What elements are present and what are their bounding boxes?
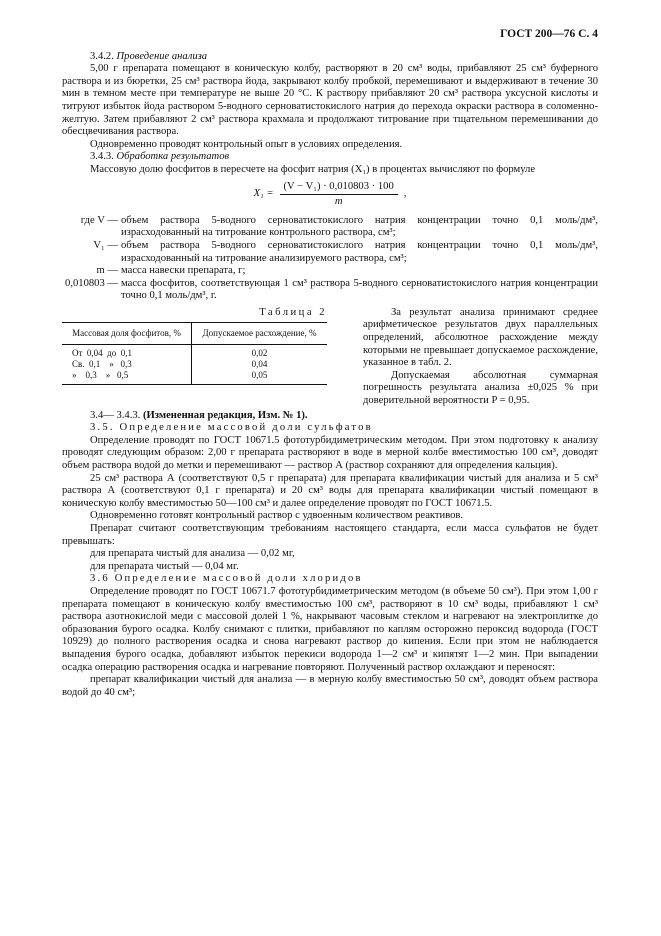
error-tolerance-text: Допускаемая абсолютная суммарная погрешность результата анализа ±0,025 % при доверительной вероятности P = 0,95. bbox=[363, 369, 598, 407]
table-row bbox=[62, 359, 327, 370]
table-header-phosphites: Массовая доля фосфитов, % bbox=[62, 323, 192, 345]
section-3-6-para: Определение проводят по ГОСТ 10671.7 фототурбидиметрическим методом (в объеме 50 см³). При этом 1,00 г препарата помещают в коническую колбу вместимостью 100 см³, растворяют в 10 см³ воды, прибавляют 1 см³ раствора азотнокислой меди с массовой долей 1 %, накрывают часовым стеклом и нагревают на электроплитке до образования бурого осадка. Колбу снимают с плитки, прибавляют по каплям осторожно пероксид водорода (ГОСТ 10929) до полного растворения осадка и снова нагревают раствор до кипения. Если при этом не наблюдается выпадения бурого осадка, добавляют избыток перекиси водорода 1—2 см³ и кипятят 1—2 мин. При выпадении осадка операцию растворения осадка и нагревание повторяют. Полученный раствор охлаждают и переносят: bbox=[62, 585, 598, 673]
table-cell: 0,02 bbox=[251, 348, 268, 359]
section-3-5-limit: для препарата чистый для анализа — 0,02 мг, bbox=[90, 548, 295, 560]
tolerance-table bbox=[62, 322, 327, 385]
section-3-6-heading: 3.6 Определение массовой доли хлоридов bbox=[90, 573, 363, 585]
page-header: ГОСТ 200—76 С. 4 bbox=[500, 28, 598, 40]
table-cell: От 0,04 до 0,1 bbox=[62, 345, 192, 360]
definition-desc: масса навески препарата, г; bbox=[121, 265, 246, 277]
definition-term: 0,010803 — bbox=[65, 277, 118, 289]
table-2-block bbox=[62, 307, 327, 408]
table-caption: Таблица 2 bbox=[259, 306, 327, 318]
amendment-note: 3.4— 3.4.3. (Измененная редакция, Изм. № 1). bbox=[90, 409, 308, 421]
definition-item bbox=[62, 278, 598, 303]
section-3-4-3-text: Массовую долю фосфитов в пересчете на фосфит натрия (X₁) в процентах вычисляют по формуле bbox=[90, 163, 536, 175]
definition-item bbox=[62, 240, 598, 265]
formula-fraction bbox=[280, 181, 398, 209]
table-row bbox=[62, 345, 327, 360]
table-cell: 0,05 bbox=[192, 370, 328, 385]
table-cell: Св. 0,1 » 0,3 bbox=[62, 359, 192, 370]
section-3-5-para: Определение проводят по ГОСТ 10671.5 фототурбидиметрическим методом. При этом подготовку к анализу проводят следующим образом: 2,00 г препарата растворяют в воде в мерной колбе вместимостью 100 см³, доводят объем раствора водой до метки и перемешивают — раствор А (раствор сохраняют для определения кальция). bbox=[62, 434, 598, 471]
definition-desc: масса фосфитов, соответствующая 1 см³ раствора 5-водного серноватистокислого натрия концентрации точно 0,1 моль/дм³, г. bbox=[121, 277, 598, 302]
formula-definitions bbox=[62, 215, 598, 303]
definition-term: V₁ — bbox=[93, 239, 118, 251]
phosphite-formula bbox=[62, 181, 598, 209]
definition-desc: объем раствора 5-водного серноватистокислого натрия концентрации точно 0,1 моль/дм³, израсходованный на титрование анализируемого раствора, см³; bbox=[121, 239, 598, 264]
section-3-4-3-heading: 3.4.3. Обработка результатов bbox=[90, 151, 230, 163]
section-3-5-para: Препарат считают соответствующим требованиям настоящего стандарта, если масса сульфатов не будет превышать: bbox=[62, 522, 598, 547]
control-experiment-text: Одновременно проводят контрольный опыт в условиях определения. bbox=[90, 138, 403, 150]
table-cell: 0,04 bbox=[251, 359, 268, 370]
section-3-4-3-title: Обработка результатов bbox=[116, 151, 230, 163]
section-3-5-para: 25 см³ раствора А (соответствуют 0,5 г препарата) для препарата квалификации чистый для анализа и 5 см³ раствора А (соответствуют 0,1 г препарата) и 20 см³ воды для препарата квалификации чистый помещают в коническую колбу вместимостью 50—100 см³ и далее определение проводят по ГОСТ 10671.5. bbox=[62, 472, 598, 509]
definition-term: где V — bbox=[80, 214, 118, 226]
section-3-5-heading: 3.5. Определение массовой доли сульфатов bbox=[90, 422, 373, 434]
definition-term: m — bbox=[96, 265, 118, 277]
formula-denominator: m bbox=[334, 196, 343, 208]
table-header-tolerance: Допускаемое расхождение, % bbox=[192, 323, 328, 345]
section-3-4-2-heading: 3.4.2. Проведение анализа bbox=[90, 50, 208, 62]
table-row bbox=[62, 370, 327, 385]
result-average-text: За результат анализа принимают среднее арифметическое результатов двух параллельных определений, абсолютное расхождение между которыми не превышает допускаемое расхождение, указанное в табл. 2. bbox=[363, 306, 598, 369]
formula-lhs: X₁ = bbox=[253, 188, 274, 200]
section-3-4-2-text: 5,00 г препарата помещают в коническую колбу, растворяют в 20 см³ воды, прибавляют 25 см³ буферного раствора и из бюретки, 25 см³ раствора йода, закрывают колбу пробкой, перемешивают и выдерживают в течение 30 мин в темном месте при температуре не выше 20 °С. К раствору прибавляют 20 см³ раствора уксусной кислоты и титруют избыток йода раствором 5-водного серноватистокислого натрия до перехода окраски раствора в соломенно-желтую. Затем прибавляют 2 см³ раствора крахмала и продолжают титрование при тщательном перемешивании до обесцвечивания раствора. bbox=[62, 63, 598, 138]
section-3-5-para: Одновременно готовят контрольный раствор с удвоенным количеством реактивов. bbox=[90, 510, 464, 522]
section-3-5-limit: для препарата чистый — 0,04 мг. bbox=[90, 560, 239, 572]
definition-item bbox=[62, 265, 598, 278]
definition-desc: объем раствора 5-водного серноватистокислого натрия концентрации точно 0,1 моль/дм³, израсходованный на титрование контрольного раствора, см³; bbox=[121, 214, 598, 239]
table-cell: » 0,3 » 0,5 bbox=[62, 370, 192, 385]
formula-tail: , bbox=[403, 188, 407, 200]
formula-numerator: (V − V₁) · 0,010803 · 100 bbox=[280, 181, 398, 196]
document-page bbox=[62, 28, 598, 699]
section-3-6-para: препарат квалификации чистый для анализа — в мерную колбу вместимостью 50 см³, доводят объем раствора водой до 40 см³; bbox=[62, 674, 598, 698]
section-3-4-2-title: Проведение анализа bbox=[116, 50, 208, 62]
table-and-results-block bbox=[62, 307, 598, 408]
definition-item bbox=[62, 215, 598, 240]
results-text bbox=[327, 307, 598, 408]
